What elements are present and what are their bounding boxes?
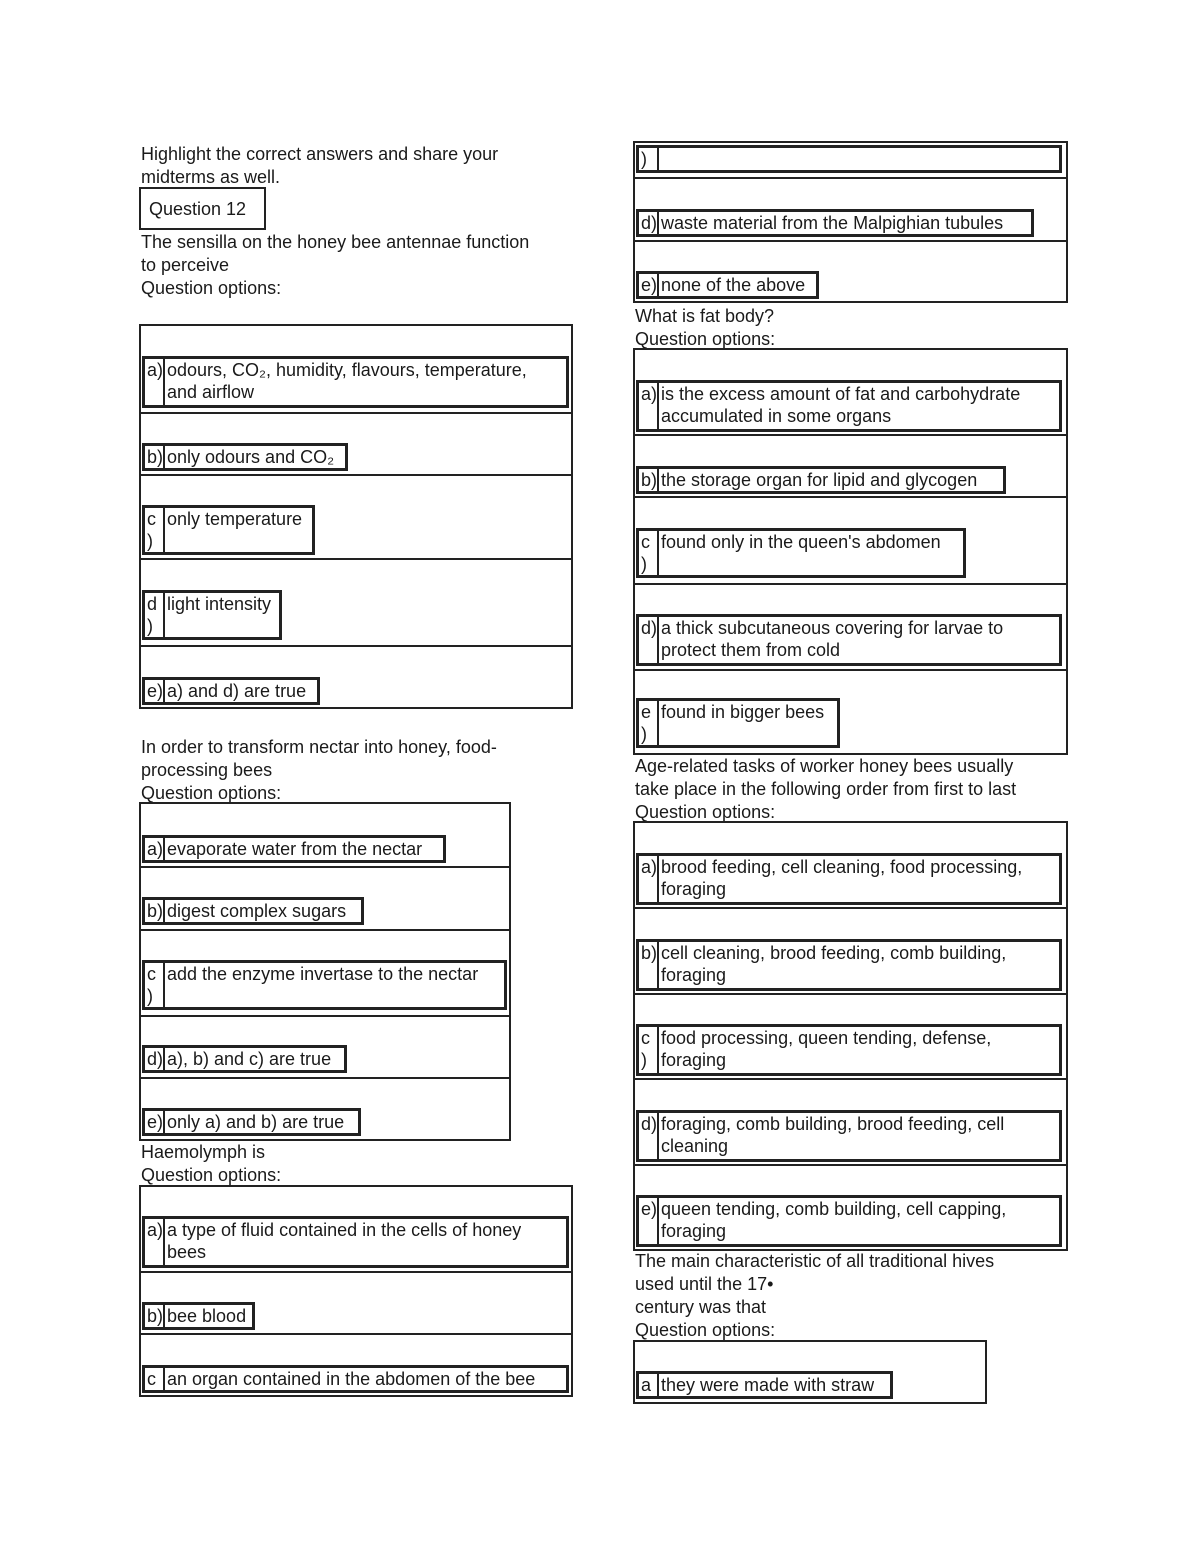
option-label: c ) bbox=[639, 531, 659, 575]
question-4-option-b[interactable] bbox=[636, 466, 1006, 494]
option-text: only temperature bbox=[167, 509, 303, 529]
option-label: e) bbox=[639, 1198, 659, 1244]
option-text: foraging, comb building, brood feeding, cell cleaning bbox=[661, 1114, 1005, 1156]
option-text: odours, CO₂, humidity, flavours, temperature, and airflow bbox=[167, 360, 527, 402]
question-5-option-e[interactable] bbox=[636, 1195, 1062, 1247]
option-label: d) bbox=[147, 1049, 164, 1069]
question-4-option-c[interactable] bbox=[636, 528, 966, 578]
question-2-text: In order to transform nectar into honey, food- processing bees Question options: bbox=[141, 737, 497, 803]
option-text: an organ contained in the abdomen of the bee bbox=[167, 1369, 536, 1389]
option-label: b) bbox=[147, 901, 164, 921]
question-3-text: Haemolymph is Question options: bbox=[141, 1142, 282, 1185]
question-1-option-e[interactable] bbox=[142, 677, 320, 705]
option-label: d) bbox=[639, 617, 659, 663]
option-text: none of the above bbox=[661, 275, 806, 295]
question-number-badge: Question 12 bbox=[139, 187, 266, 230]
option-label: d ) bbox=[145, 593, 165, 637]
option-label: e) bbox=[147, 681, 164, 701]
question-3-option-c[interactable] bbox=[142, 1365, 569, 1393]
question-1-text: The sensilla on the honey bee antennae function to perceive Question options: bbox=[141, 232, 530, 298]
option-text: cell cleaning, brood feeding, comb building, foraging bbox=[661, 943, 1007, 985]
option-label: a) bbox=[145, 359, 165, 405]
question-3-option-e[interactable] bbox=[636, 271, 819, 299]
option-text: bee blood bbox=[167, 1306, 247, 1326]
option-label: c ) bbox=[145, 963, 165, 1007]
question-3-option-a[interactable] bbox=[142, 1216, 569, 1268]
question-4-option-d[interactable] bbox=[636, 614, 1062, 666]
question-2-option-b[interactable] bbox=[142, 897, 364, 925]
option-label: b) bbox=[641, 470, 658, 490]
option-text: add the enzyme invertase to the nectar bbox=[167, 964, 479, 984]
option-text: a), b) and c) are true bbox=[167, 1049, 332, 1069]
option-text: queen tending, comb building, cell capping, foraging bbox=[661, 1199, 1007, 1241]
option-label: a) bbox=[147, 839, 164, 859]
question-3-option-d[interactable] bbox=[636, 209, 1034, 237]
question-1-option-a[interactable] bbox=[142, 356, 569, 408]
option-text: a) and d) are true bbox=[167, 681, 307, 701]
option-text: a type of fluid contained in the cells of honey bees bbox=[167, 1220, 522, 1262]
option-text: the storage organ for lipid and glycogen bbox=[661, 470, 978, 490]
option-label: c ) bbox=[639, 1027, 659, 1073]
question-5-option-d[interactable] bbox=[636, 1110, 1062, 1162]
question-5-option-c[interactable] bbox=[636, 1024, 1062, 1076]
option-text: is the excess amount of fat and carbohydrate accumulated in some organs bbox=[661, 384, 1021, 426]
option-text: evaporate water from the nectar bbox=[167, 839, 423, 859]
option-text: food processing, queen tending, defense, foraging bbox=[661, 1028, 992, 1070]
option-label: e) bbox=[641, 275, 658, 295]
question-2-option-a[interactable] bbox=[142, 835, 446, 863]
intro-text: Highlight the correct answers and share your midterms as well. bbox=[141, 144, 499, 187]
option-text: only odours and CO₂ bbox=[167, 447, 335, 467]
option-text: a thick subcutaneous covering for larvae to protect them from cold bbox=[661, 618, 1004, 660]
question-3-option-c-continued[interactable] bbox=[636, 145, 1062, 173]
option-label: a) bbox=[639, 856, 659, 902]
option-text: brood feeding, cell cleaning, food processing, foraging bbox=[661, 857, 1023, 899]
question-5-option-a[interactable] bbox=[636, 853, 1062, 905]
option-label: c bbox=[145, 1368, 165, 1390]
option-label: e ) bbox=[639, 701, 659, 745]
option-text: they were made with straw bbox=[661, 1375, 875, 1395]
question-2-option-e[interactable] bbox=[142, 1108, 361, 1136]
question-2-option-d[interactable] bbox=[142, 1045, 347, 1073]
question-2-option-c[interactable] bbox=[142, 960, 507, 1010]
option-label: ) bbox=[639, 148, 659, 170]
question-6-text: The main characteristic of all traditional hives used until the 17• century was that Question options: bbox=[635, 1251, 995, 1340]
option-label: d) bbox=[641, 213, 658, 233]
question-4-option-a[interactable] bbox=[636, 380, 1062, 432]
option-text bbox=[659, 148, 661, 170]
option-label: d) bbox=[639, 1113, 659, 1159]
option-label: c ) bbox=[145, 508, 165, 552]
option-label: b) bbox=[147, 447, 164, 467]
option-text: waste material from the Malpighian tubules bbox=[661, 213, 1004, 233]
question-1-option-c[interactable] bbox=[142, 505, 315, 555]
question-3-option-b[interactable] bbox=[142, 1302, 255, 1330]
question-1-option-b[interactable] bbox=[142, 443, 348, 471]
option-label: e) bbox=[147, 1112, 164, 1132]
option-label: a) bbox=[145, 1219, 165, 1265]
question-5-option-b[interactable] bbox=[636, 939, 1062, 991]
option-text: found in bigger bees bbox=[661, 702, 825, 722]
question-1-option-d[interactable] bbox=[142, 590, 282, 640]
question-4-option-e[interactable] bbox=[636, 698, 840, 748]
option-text: found only in the queen's abdomen bbox=[661, 532, 941, 552]
option-label: b) bbox=[639, 942, 659, 988]
option-text: light intensity bbox=[167, 594, 272, 614]
question-5-text: Age-related tasks of worker honey bees usually take place in the following order from first to last Question options: bbox=[635, 756, 1017, 822]
option-label: a) bbox=[639, 383, 659, 429]
option-text: only a) and b) are true bbox=[167, 1112, 345, 1132]
question-6-option-a[interactable] bbox=[636, 1371, 893, 1399]
option-text: digest complex sugars bbox=[167, 901, 347, 921]
question-4-text: What is fat body? Question options: bbox=[635, 306, 776, 349]
option-label: a bbox=[639, 1374, 659, 1396]
option-label: b) bbox=[147, 1306, 164, 1326]
